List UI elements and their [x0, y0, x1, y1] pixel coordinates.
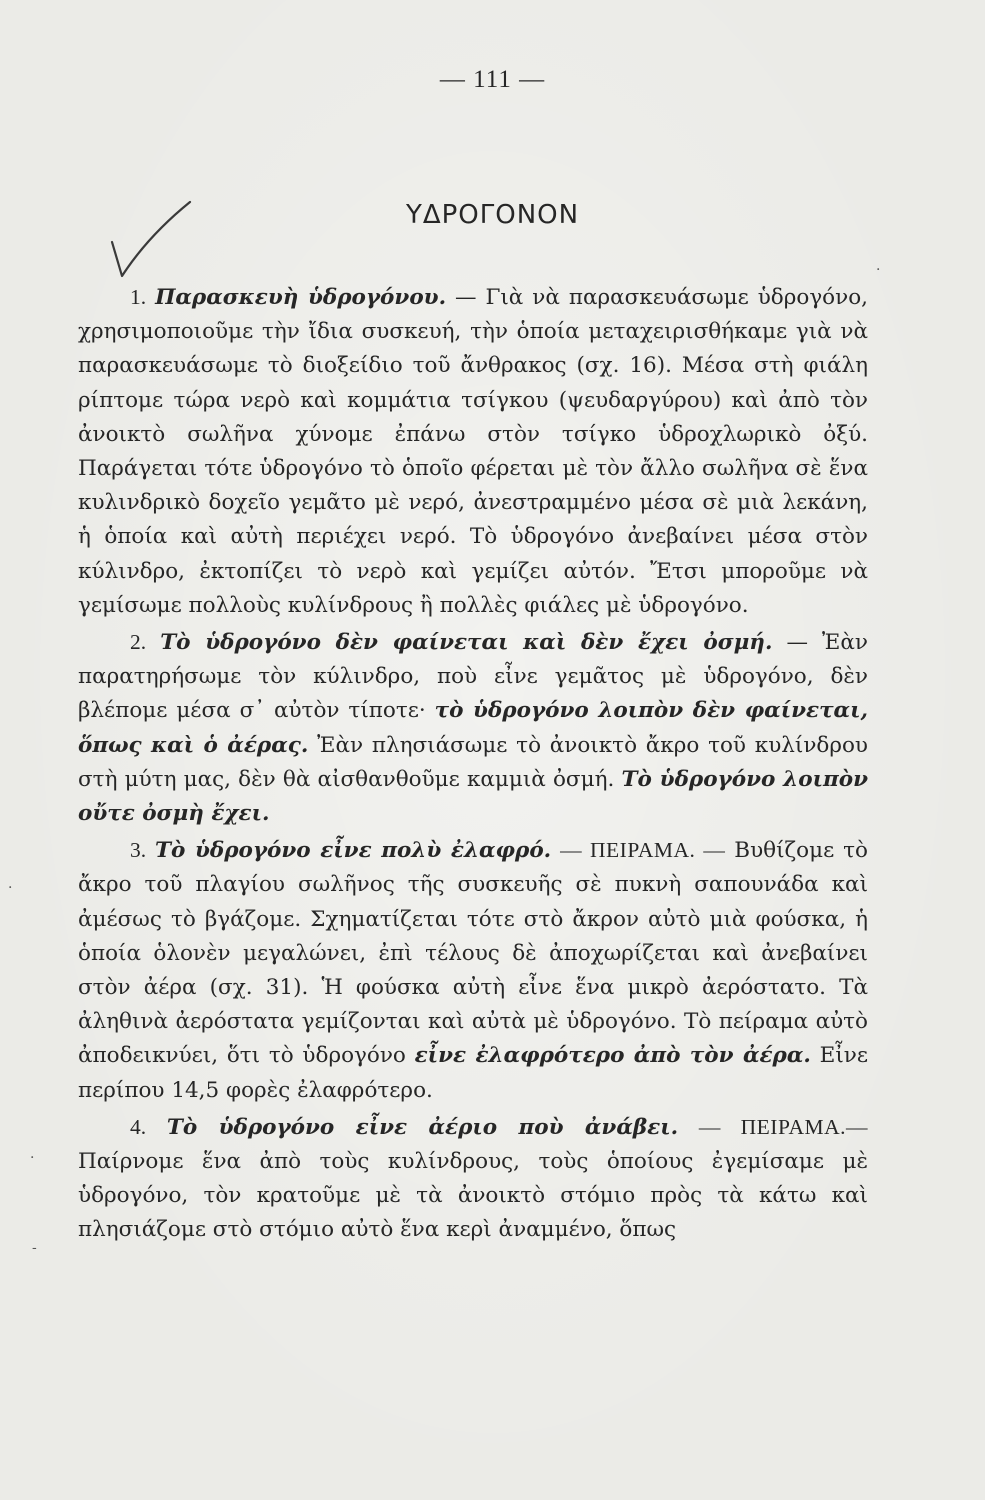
body-text [78, 280, 868, 1248]
emphasized-text: τὸ ὑδρογόνο λοιπὸν δὲν φαίνεται, ὅπως καὶ ὁ ἀέρας. [78, 698, 868, 758]
experiment-label: — ΠΕΙΡΑΜΑ.— [698, 1114, 868, 1139]
paragraph-1 [78, 280, 868, 623]
paragraph-text: Ἐὰν πλησιάσωμε τὸ ἀνοικτὸ ἄκρο τοῦ κυλίνδρου στὴ μύτη μας, δὲν θὰ αἰσθανθοῦμε καμμιὰ ὀσμή. [78, 732, 868, 792]
margin-speck: · [8, 880, 13, 896]
paragraph-number: 4. [130, 1114, 147, 1139]
emphasized-text: εἶνε ἐλαφρότερο ἀπὸ τὸν ἀέρα. [414, 1043, 811, 1069]
paragraph-text: Βυθίζομε τὸ ἄκρο τοῦ πλαγίου σωλῆνος τῆς συσκευῆς σὲ πυκνὴ σαπουνάδα καὶ ἀμέσως τὸ βγάζομε. Σχηματίζεται τότε στὸ ἄκρον αὐτὸ μιὰ φούσκα, ἡ ὁποία ὁλονὲν μεγαλώνει, ἐπὶ τέλους δὲ ἀποχωρίζεται καὶ ἀνεβαίνει στὸν ἀέρα (σχ. 31). Ἡ φούσκα αὐτὴ εἶνε ἕνα μικρὸ ἀερόστατο. Τὰ ἀληθινὰ ἀερόστατα γεμίζονται καὶ αὐτὰ μὲ ὑδρογόνο. Τὸ πείραμα αὐτὸ ἀποδεικνύει, ὅτι τὸ ὑδρογόνο [78, 838, 868, 1069]
page-number: — 111 — [439, 66, 546, 93]
paragraph-4 [78, 1110, 868, 1248]
section-heading: ΥΔΡΟΓΟΝΟΝ [405, 200, 580, 230]
paragraph-text: Παίρνομε ἕνα ἀπὸ τοὺς κυλίνδρους, τοὺς ὁποίους ἐγεμίσαμε μὲ ὑδρογόνο, τὸν κρατοῦμε μὲ τὰ ἀνοικτὸ στόμιο πρὸς τὰ κάτω καὶ πλησιάζομε στὸ στόμιο αὐτὸ ἕνα κερὶ ἀναμμένο, ὅπως [78, 1149, 868, 1243]
paragraph-number: 1. [130, 285, 147, 309]
paragraph-title: Τὸ ὑδρογόνο δὲν φαίνεται καὶ δὲν ἔχει ὀσμή. [160, 630, 773, 656]
paragraph-title: Παρασκευὴ ὑδρογόνου. [155, 285, 447, 310]
margin-speck: · [876, 262, 881, 278]
paragraph-text: Εἶνε περίπου 14,5 φορὲς ἐλαφρότερο. [78, 1043, 868, 1103]
paragraph-3 [78, 833, 868, 1108]
paragraph-number: 2. [130, 630, 147, 655]
paragraph-text: — Γιὰ νὰ παρασκευάσωμε ὑδρογόνο, χρησιμοποιοῦμε τὴν ἴδια συσκευή, τὴν ὁποία μεταχειρισθήκαμε γιὰ νὰ παρασκευάσωμε τὸ διοξείδιο τοῦ ἄνθρακος (σχ. 16). Μέσα στὴ φιάλη ρίπτομε τώρα νερὸ καὶ κομμάτια τσίγκου (ψευδαργύρου) καὶ ἀπὸ τὸν ἀνοικτὸ σωλῆνα χύνομε ἐπάνω στὸν τσίγκο ὑδροχλωρικὸ ὀξύ. Παράγεται τότε ὑδρογόνο τὸ ὁποῖο φέρεται μὲ τὸν ἄλλο σωλῆνα σὲ ἕνα κυλινδρικὸ δοχεῖο γεμᾶτο μὲ νερό, ἀνεστραμμένο μέσα σὲ μιὰ λεκάνη, ἡ ὁποία καὶ αὐτὴ περιέχει νερό. Τὸ ὑδρογόνο ἀνεβαίνει μέσα στὸν κύλινδρο, ἐκτοπίζει τὸ νερὸ καὶ γεμίζει αὐτόν. Ἔτσι μποροῦμε νὰ γεμίσωμε πολλοὺς κυλίνδρους ἢ πολλὲς φιάλες μὲ ὑδρογόνο. [78, 285, 868, 618]
paragraph-text: — Ἐὰν παρατηρήσωμε τὸν κύλινδρο, ποὺ εἶνε γεμᾶτος μὲ ὑδρογόνο, δὲν βλέπομε μέσα σ᾽ αὐτὸν τίποτε· [78, 630, 868, 724]
margin-speck: · [30, 1150, 35, 1166]
paragraph-title: Τὸ ὑδρογόνο εἶνε πολὺ ἐλαφρό. [155, 838, 552, 864]
experiment-label: — ΠΕΙΡΑΜΑ. — [560, 838, 726, 863]
margin-speck: ‐ [32, 1240, 37, 1256]
emphasized-text: Τὸ ὑδρογόνο λοιπὸν οὔτε ὀσμὴ ἔχει. [78, 766, 868, 827]
paragraph-title: Τὸ ὑδρογόνο εἶνε ἀέριο ποὺ ἀνάβει. [166, 1114, 679, 1140]
paragraph-number: 3. [130, 838, 147, 863]
paragraph-2 [78, 625, 868, 831]
